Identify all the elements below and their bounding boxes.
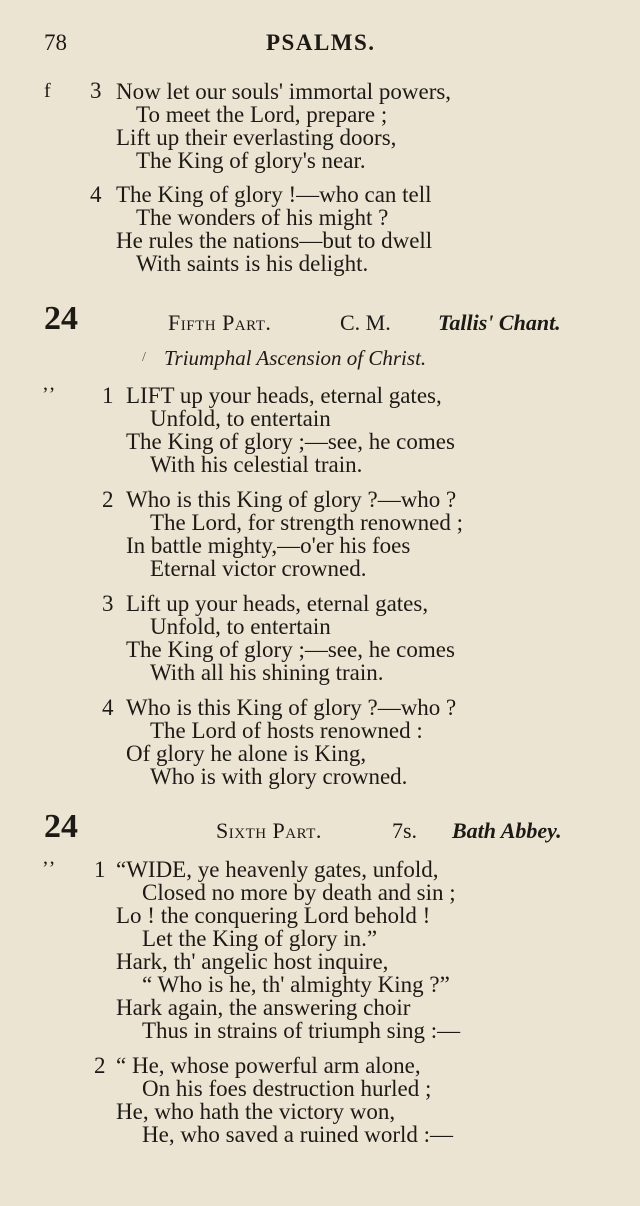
verse-line: The King of glory ;—see, he comes (126, 429, 455, 454)
tune-name: Tallis' Chant. (438, 310, 561, 335)
hymn-subtitle: Triumphal Ascension of Christ. (164, 346, 427, 370)
verse-line: With saints is his delight. (136, 251, 369, 276)
page-number: 78 (44, 30, 67, 55)
verse-line: Hark again, the answering choir (116, 995, 411, 1020)
verse-line: Who is with glory crowned. (150, 764, 408, 789)
hymn-part-label: Fifth Part. (168, 310, 272, 335)
verse-line: In battle mighty,—o'er his foes (126, 533, 411, 558)
verse-number: 2 (102, 487, 114, 512)
verse-line: Of glory he alone is King, (126, 741, 367, 766)
margin-mark: ʼʼ (42, 858, 56, 880)
verse-line: Let the King of glory in.” (142, 926, 378, 951)
hymn-meter: C. M. (340, 310, 391, 335)
running-title: PSALMS. (266, 30, 376, 55)
tune-name: Bath Abbey. (452, 818, 562, 843)
verse-number: 3 (102, 591, 114, 616)
verse-number: 2 (94, 1053, 106, 1078)
verse-line: The King of glory !—who can tell (116, 182, 432, 207)
hymn-number: 24 (44, 300, 78, 337)
verse-line: Unfold, to entertain (150, 406, 331, 431)
verse-line: The wonders of his might ? (136, 205, 389, 230)
hymn-part (168, 310, 271, 336)
verse-line: Now let our souls' immortal powers, (116, 79, 452, 104)
margin-mark: f (44, 80, 51, 102)
hymn-part-label: Sixth Part. (216, 818, 322, 843)
verse-number: 1 (94, 857, 106, 882)
verse-line: On his foes destruction hurled ; (142, 1076, 432, 1101)
verse-line: “WIDE, ye heavenly gates, unfold, (116, 857, 439, 882)
verse-line: Closed no more by death and sin ; (142, 880, 456, 905)
hymn-number: 24 (44, 808, 78, 845)
verse-line: Thus in strains of triumph sing :— (142, 1018, 461, 1043)
verse-line: To meet the Lord, prepare ; (136, 102, 388, 127)
verse-line: LIFT up your heads, eternal gates, (126, 383, 442, 408)
verse-line: Unfold, to entertain (150, 614, 331, 639)
hymn-meter: 7s. (392, 818, 418, 843)
margin-mark: ʼʼ (42, 384, 56, 406)
verse-line: Who is this King of glory ?—who ? (126, 695, 457, 720)
verse-line: With his celestial train. (150, 452, 363, 477)
verse-line: The Lord, for strength renowned ; (150, 510, 463, 535)
verse-number: 4 (90, 182, 102, 207)
hymnal-page: 78 PSALMS. f 3 Now let our souls' immortal powers, To meet the Lord, prepare ; Lift up their everlasting doors, The King of glory's near. 4 The King of glory !—who can tell The wonders of his might ? He rules the nations—but to dwell With saints is his delight. 24 Fifth Part. C. M. Tallis' Chant. / Triumphal Ascension of Christ. ʼʼ 1 LIFT up your heads, eternal gates, Unfold, to entertain The King of glory ;—see, he comes With his celestial train. 2 Who is this King of glory ?—who ? The Lord, for strength renowned ; In battle mighty,—o'er his foes Eternal victor crowned. 3 Lift up your heads, eternal gates, Unfold, to entertain The King of glory ;—see, he comes With all his shining train. 4 Who is this King of glory ?—who ? The Lord of hosts renowned : Of glory he alone is King, Who is with glory crowned. 24 Sixth Part. 7s. Bath Abbey. ʼʼ 1 “WIDE, ye heavenly gates, unfold, Closed no more by death and sin ; Lo ! the conquering Lord behold ! Let the King of glory in.” Hark, th' angelic host inquire, “ Who is he, th' almighty King ?” Hark again, the answering choir Thus in strains of triumph sing :— 2 “ He, whose powerful arm alone, On his foes destruction hurled ; He, who hath the victory won, He, who saved a ruined world :— (42, 30, 562, 1147)
verse-line: Hark, th' angelic host inquire, (116, 949, 389, 974)
verse-number: 4 (102, 695, 114, 720)
verse-line: The Lord of hosts renowned : (150, 718, 423, 743)
verse-line: Lift up your heads, eternal gates, (126, 591, 429, 616)
verse-number: 3 (90, 78, 102, 103)
verse-line: Lift up their everlasting doors, (116, 125, 397, 150)
verse-line: Lo ! the conquering Lord behold ! (116, 903, 431, 928)
verse-number: 1 (102, 383, 114, 408)
verse-line: He rules the nations—but to dwell (116, 228, 433, 253)
verse-line: “ He, whose powerful arm alone, (116, 1053, 421, 1078)
verse-line: The King of glory's near. (136, 148, 366, 173)
hymn-part (216, 818, 322, 844)
verse-line: He, who saved a ruined world :— (142, 1122, 454, 1147)
verse-line: The King of glory ;—see, he comes (126, 637, 455, 662)
verse-line: Eternal victor crowned. (150, 556, 367, 581)
verse-line: Who is this King of glory ?—who ? (126, 487, 457, 512)
verse-line: “ Who is he, th' almighty King ?” (142, 972, 450, 997)
verse-line: He, who hath the victory won, (116, 1099, 396, 1124)
verse-line: With all his shining train. (150, 660, 384, 685)
